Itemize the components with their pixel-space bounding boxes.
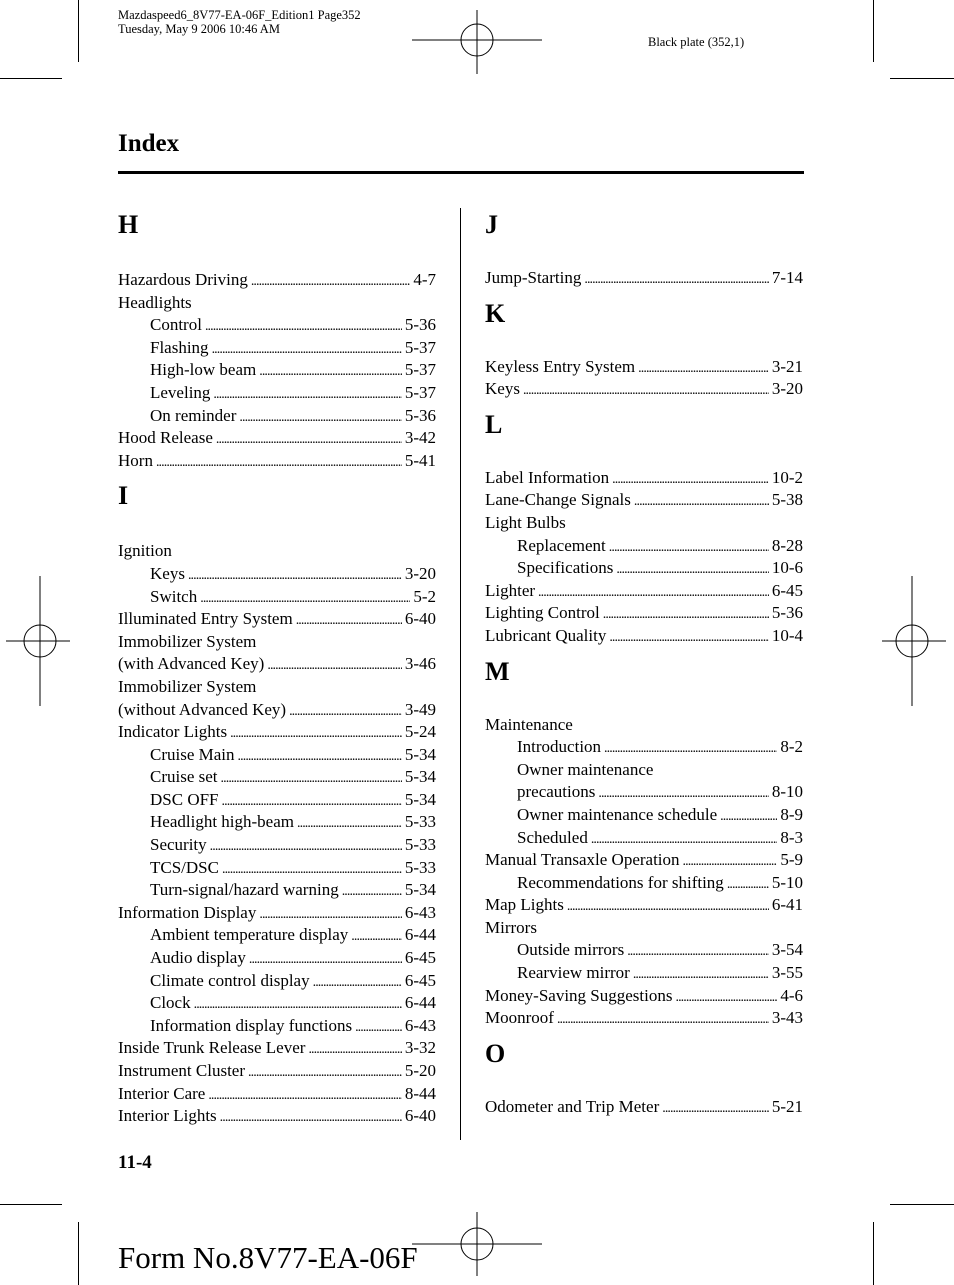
entry-label: Clock [150,993,191,1013]
entry-page: 6-43 [404,902,436,922]
print-header-line1: Mazdaspeed6_8V77-EA-06F_Edition1 Page352 [118,8,361,22]
crop-mark-bottom-right-vertical [873,1222,874,1285]
dot-leader [727,872,769,897]
dot-leader [200,586,410,611]
index-subentry [118,947,436,970]
dot-leader [313,970,402,995]
entry-page: 4-6 [780,985,803,1005]
crop-mark-top-right-horizontal [890,78,954,79]
dot-leader [351,924,402,949]
entry-page: 6-40 [404,609,436,629]
index-subentry [118,314,436,337]
entry-label: Ignition [118,541,172,561]
index-entry [118,608,436,631]
crop-mark-bottom-right-horizontal [890,1204,954,1205]
entry-label: Introduction [517,737,602,757]
entry-label: Outside mirrors [517,940,625,960]
entry-label: Interior Care [118,1083,206,1103]
dot-leader [634,489,769,514]
entry-page: 6-44 [404,925,436,945]
entry-page: 3-49 [404,699,436,719]
index-entry [485,602,803,625]
dot-leader [355,1015,402,1040]
index-subentry [118,970,436,993]
dot-leader [616,557,769,582]
dot-leader [222,857,402,882]
entry-page: 8-2 [780,737,803,757]
dot-leader [212,337,402,362]
dot-leader [297,811,402,836]
dot-leader [296,608,402,633]
dot-leader [205,314,402,339]
index-column-left [118,205,436,1132]
dot-leader [216,427,402,452]
entry-page: 3-43 [771,1008,803,1028]
index-entry [118,450,436,473]
dot-leader [210,834,402,859]
form-number: Form No.8V77-EA-06F [118,1240,418,1275]
entry-page: 5-10 [771,872,803,892]
dot-leader [156,450,402,475]
entry-page: 5-20 [404,1061,436,1080]
dot-leader [259,359,402,384]
print-header-line2: Tuesday, May 9 2006 10:46 AM [118,22,280,36]
entry-page: 5-2 [413,586,436,606]
entry-page: 5-41 [404,450,436,470]
entry-label: Maintenance [485,714,573,734]
entry-page: 6-40 [404,1106,436,1126]
entry-page: 10-2 [771,467,803,487]
dot-leader [538,580,769,605]
dot-leader [222,789,402,814]
dot-leader [188,563,402,588]
entry-label: Scheduled [517,827,588,847]
entry-label: Control [150,315,202,335]
entry-label: Headlights [118,292,192,312]
index-subentry [118,879,436,902]
entry-page: 6-45 [404,948,436,968]
entry-page: 5-24 [404,722,436,742]
entry-page: 3-55 [771,963,803,983]
index-section-i [118,476,436,1127]
entry-page: 3-42 [404,428,436,448]
entry-label: Ambient temperature display [150,925,349,945]
page-title: Index [118,130,180,157]
entry-label: Inside Trunk Release Lever [118,1038,306,1058]
index-subentry [485,804,803,827]
index-subentry [485,736,803,759]
entry-page: 3-20 [771,379,803,399]
index-section-l [485,405,803,648]
index-subentry [485,557,803,580]
dot-leader [633,962,769,987]
index-entry [485,985,803,1008]
registration-mark-right [882,576,946,706]
dot-leader [221,766,402,791]
entry-page: 5-21 [771,1096,803,1116]
entry-label: Turn-signal/hazard warning [150,880,339,900]
index-subentry [118,563,436,586]
index-subentry [118,337,436,360]
index-subentry [485,962,803,985]
index-subentry [118,382,436,405]
entry-label: TCS/DSC [150,857,219,877]
entry-page: 5-34 [404,767,436,787]
index-subentry [118,586,436,609]
dot-leader [249,947,402,972]
entry-label: Illuminated Entry System [118,609,293,629]
entry-page: 5-37 [404,337,436,357]
index-entry [485,714,803,737]
entry-label: High-low beam [150,360,257,380]
crop-mark-bottom-left-horizontal [0,1204,62,1205]
dot-leader [308,1037,401,1062]
index-subentry [118,744,436,767]
index-entry [118,631,436,654]
index-entry [485,580,803,603]
entry-page: 6-41 [771,895,803,915]
index-entry [118,1105,436,1128]
dot-leader [557,1007,769,1032]
dot-leader [638,356,769,381]
entry-page: 5-37 [404,382,436,402]
entry-label: Hazardous Driving [118,270,248,289]
section-letter: I [118,481,129,511]
index-entry [485,356,803,379]
index-subentry [118,359,436,382]
index-entry [485,917,803,940]
dot-leader [238,744,402,769]
index-entry [118,1083,436,1106]
index-entry [118,699,436,722]
entry-page: 5-37 [404,360,436,380]
index-subentry [485,781,803,804]
entry-label: Light Bulbs [485,512,566,532]
entry-label: Leveling [150,382,211,402]
section-letter: K [485,298,506,328]
title-rule [118,171,804,174]
index-subentry [118,834,436,857]
entry-page: 6-45 [404,970,436,990]
entry-page: 5-36 [771,603,803,623]
dot-leader [603,602,769,627]
entry-label: Recommendations for shifting [517,872,724,892]
entry-label: Keys [150,563,185,583]
entry-page: 5-9 [780,850,803,870]
entry-label: Hood Release [118,428,213,448]
index-entry [485,467,803,490]
index-entry [118,1060,436,1083]
entry-label: Odometer and Trip Meter [485,1096,660,1116]
dot-leader [248,1060,402,1085]
entry-label: Manual Transaxle Operation [485,850,680,870]
entry-page: 10-4 [771,625,803,645]
dot-leader [662,1096,769,1121]
crop-mark-top-left-vertical [78,0,79,62]
index-entry [118,269,436,292]
entry-page: 6-43 [404,1015,436,1035]
plate-label: Black plate (352,1) [648,35,745,49]
entry-label: Map Lights [485,895,564,915]
dot-leader [567,894,769,919]
index-column-right [485,205,803,1122]
dot-leader [598,781,768,806]
entry-label: (with Advanced Key) [118,654,265,674]
dot-leader [259,902,401,927]
dot-leader [591,827,778,852]
index-entry [118,721,436,744]
entry-page: 3-20 [404,563,436,583]
entry-page: 10-6 [771,558,803,578]
entry-label: Lubricant Quality [485,625,607,645]
dot-leader [627,939,769,964]
section-letter: J [485,210,498,239]
index-subentry [485,872,803,895]
index-entry [118,1037,436,1060]
entry-page: 8-10 [771,782,803,802]
entry-label: Lane-Change Signals [485,490,631,510]
entry-page: 5-34 [404,744,436,764]
dot-leader [230,721,402,746]
index-subentry [118,405,436,428]
entry-page: 5-38 [771,490,803,510]
entry-label: Horn [118,450,153,470]
section-letter: L [485,409,503,439]
entry-page: 5-33 [404,857,436,877]
index-subentry [118,857,436,880]
dot-leader [251,269,411,294]
dot-leader [720,804,777,829]
index-entry [485,267,803,290]
dot-leader [609,535,769,560]
index-section-m [485,652,803,1030]
entry-label: Keyless Entry System [485,356,636,376]
entry-page: 3-32 [404,1038,436,1058]
entry-page: 6-44 [404,993,436,1013]
dot-leader [208,1083,402,1108]
entry-label: Audio display [150,948,246,968]
index-subentry [485,939,803,962]
entry-label: Headlight high-beam [150,812,294,832]
entry-page: 5-33 [404,835,436,855]
section-letter: M [485,656,510,686]
entry-page: 8-28 [771,535,803,555]
entry-page: 3-54 [771,940,803,960]
entry-label: Interior Lights [118,1106,217,1126]
crop-mark-top-right-vertical [873,0,874,62]
index-entry [118,292,436,315]
index-entry [485,625,803,648]
entry-page: 4-7 [413,270,436,289]
index-section-h [118,205,436,472]
dot-leader [220,1105,402,1130]
entry-page: 5-34 [404,789,436,809]
entry-label: Money-Saving Suggestions [485,985,673,1005]
entry-page: 5-34 [404,880,436,900]
entry-label: DSC OFF [150,789,219,809]
entry-page: 5-36 [404,405,436,425]
crop-mark-bottom-left-vertical [78,1222,79,1285]
dot-leader [267,653,401,678]
index-entry [118,540,436,563]
crop-mark-top-left-horizontal [0,78,62,79]
dot-leader [612,467,769,492]
index-entry [118,653,436,676]
index-entry [118,427,436,450]
entry-page: 8-3 [780,827,803,847]
section-letter: H [118,210,139,239]
index-section-j [485,205,803,290]
dot-leader [523,378,769,403]
entry-page: 7-14 [771,268,803,287]
entry-label: Information display functions [150,1015,353,1035]
entry-label: Indicator Lights [118,722,228,742]
dot-leader [675,985,777,1010]
entry-page: 3-21 [771,356,803,376]
section-letter: O [485,1038,506,1068]
index-entry [485,489,803,512]
entry-page: 6-45 [771,580,803,600]
print-header-info [118,8,361,36]
entry-label: Label Information [485,467,610,487]
entry-label: Immobilizer System [118,631,257,651]
entry-label: Flashing [150,337,209,357]
entry-page: 8-9 [780,804,803,824]
index-entry [485,1007,803,1030]
entry-label: Specifications [517,558,614,578]
entry-label: Owner maintenance schedule [517,804,718,824]
index-entry [485,1096,803,1119]
dot-leader [342,879,402,904]
entry-label: Owner maintenance [517,759,654,779]
dot-leader [584,267,768,292]
dot-leader [239,405,401,430]
index-subentry [485,827,803,850]
entry-page: 3-46 [404,654,436,674]
index-subentry [485,535,803,558]
entry-label: precautions [517,782,596,802]
registration-mark-top [412,10,542,74]
index-section-k [485,294,803,401]
entry-label: Instrument Cluster [118,1061,246,1080]
registration-mark-left [6,576,70,706]
entry-page: 8-44 [404,1083,436,1103]
index-subentry [118,811,436,834]
dot-leader [604,736,777,761]
index-entry [485,894,803,917]
entry-label: Replacement [517,535,606,555]
entry-label: Moonroof [485,1008,554,1028]
index-entry [485,512,803,535]
index-subentry [118,924,436,947]
entry-label: Rearview mirror [517,963,630,983]
entry-page: 5-33 [404,812,436,832]
entry-label: On reminder [150,405,237,425]
dot-leader [194,992,402,1017]
index-subentry [118,766,436,789]
registration-mark-bottom [412,1212,542,1276]
entry-label: Switch [150,586,198,606]
dot-leader [289,699,402,724]
entry-label: Immobilizer System [118,676,257,696]
index-subentry [118,992,436,1015]
column-divider [460,208,461,1140]
entry-label: Mirrors [485,917,537,937]
entry-label: Security [150,835,207,855]
dot-leader [683,849,778,874]
entry-label: (without Advanced Key) [118,699,287,719]
index-entry [485,378,803,401]
index-section-o [485,1034,803,1119]
index-entry [118,902,436,925]
entry-label: Keys [485,379,520,399]
index-subentry [118,789,436,812]
index-subentry [485,759,803,782]
entry-label: Jump-Starting [485,268,582,287]
index-entry [485,849,803,872]
entry-label: Cruise Main [150,744,235,764]
page-number: 11-4 [118,1152,152,1173]
dot-leader [213,382,401,407]
index-entry [118,676,436,699]
entry-label: Climate control display [150,970,310,990]
entry-label: Lighter [485,580,536,600]
index-subentry [118,1015,436,1038]
dot-leader [609,625,769,650]
entry-page: 5-36 [404,315,436,335]
entry-label: Information Display [118,902,257,922]
entry-label: Lighting Control [485,603,600,623]
entry-label: Cruise set [150,767,218,787]
